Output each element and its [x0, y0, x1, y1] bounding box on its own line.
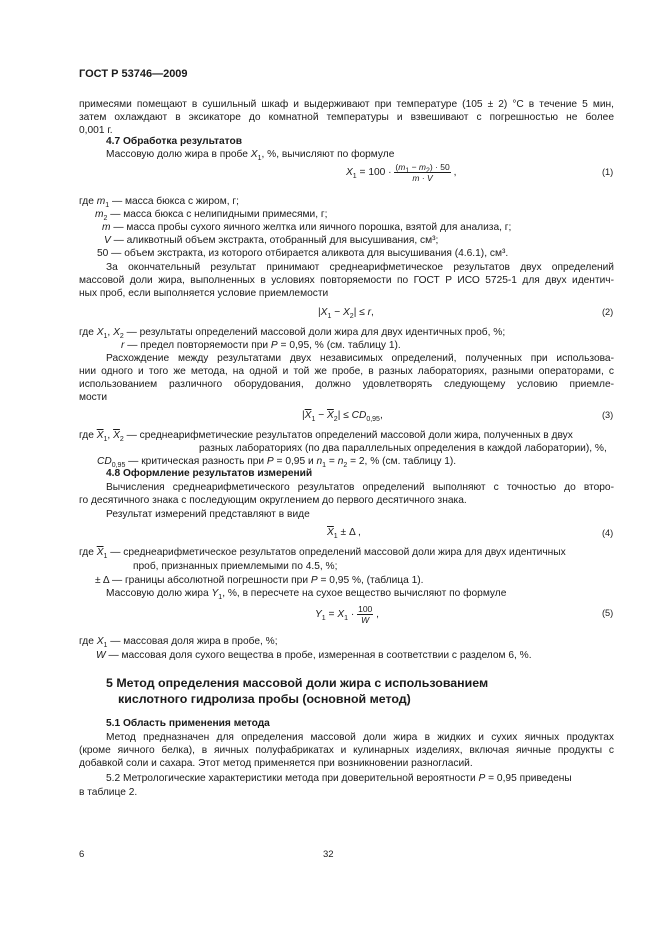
paragraph: добавкой соли и сахара. Этот метод применяется при возникновении разногласий.: [79, 758, 473, 769]
paragraph: го десятичного знака с последующим округлением до первого десятичного знака.: [79, 495, 467, 506]
formula-1: $X_1 = 100$ · $\frac{(m_1 - m_2) \cdot 50}{m \cdot V}$ ,: [346, 162, 457, 183]
where-line: 50 — объем экстракта, из которого отбирается аликвота для высушивания (4.6.1), см³.: [97, 248, 509, 259]
section-4-7-title: 4.7 Обработка результатов: [106, 136, 243, 147]
formula-2: $|X_1 - X_2| \le r$,: [318, 307, 374, 321]
where-line: V — аликвотный объем экстракта, отобранный для высушивания, см³;: [104, 235, 439, 246]
formula-number: (4): [602, 528, 614, 538]
paragraph: использованием различного оборудования, должно удовлетворять следующему условию приемле-: [79, 379, 614, 390]
intro-line: примесями помещают в сушильный шкаф и выдерживают при температуре (105 ± 2) °С в течение 5 мин,: [79, 99, 614, 110]
formula-number: (3): [602, 410, 614, 420]
page-number-center: 32: [323, 849, 334, 860]
paragraph: За окончательный результат принимают среднеарифметическое результатов двух определений: [106, 262, 614, 273]
paragraph: нии одного и того же метода, на одной и той же пробе, в разных лабораториях, разными операторами, с: [79, 366, 614, 377]
where-line: где $\overline{X}_1$ — среднеарифметическое результатов определений массовой доли жира для двух идентичных: [79, 547, 566, 561]
paragraph: Вычисления среднеарифметического результатов определений выполняют с точностью до второ-: [106, 482, 614, 493]
section-4-8-title: 4.8 Оформление результатов измерений: [106, 468, 313, 479]
paragraph: Расхождение между результатами двух независимых определений, полученных при использова-: [106, 353, 614, 364]
formula-3: $|\overline{X}_1 - \overline{X}_2| \le CD_{0,95}$,: [302, 410, 383, 424]
where-line: где $\overline{X}_1$, $\overline{X}_2$ — среднеарифметические результатов определений массовой доли жира, полученных в двух: [79, 430, 573, 444]
where-line: m — масса пробы сухого яичного желтка или яичного порошка, взятой для анализа, г;: [102, 222, 512, 233]
formula-4: $\overline{X}_1 \pm \Delta$ ,: [327, 527, 361, 541]
formula-number: (2): [602, 307, 614, 317]
paragraph: мости: [79, 392, 108, 403]
section-5-1-title: 5.1 Область применения метода: [106, 718, 270, 729]
formula-5: $Y_1 = X_1$ · $\frac{100}{W}$ ,: [315, 604, 379, 625]
where-line: $m_2$ — масса бюкса с нелипидными примесями, г;: [95, 209, 328, 223]
where-line: ± Δ — границы абсолютной погрешности при P = 0,95 %, (таблица 1).: [95, 575, 424, 586]
paragraph: Метод предназначен для определения массовой доли жира в жидких и сухих яичных продуктах: [106, 732, 614, 743]
where-line: $CD_{0,95}$ — критическая разность при P = 0,95 и $n_1 = n_2 = 2$, % (см. таблицу 1).: [97, 456, 457, 470]
intro-line: 0,001 г.: [79, 125, 113, 136]
formula-number: (1): [602, 167, 614, 177]
where-line: разных лабораториях (по два параллельных определения в каждой лаборатории), %,: [199, 443, 607, 454]
where-line: r — предел повторяемости при P = 0,95, % (см. таблицу 1).: [121, 340, 401, 351]
paragraph: (кроме яичного белка), в яичных полуфабрикатах и кулинарных изделиях, включая яичные продукты с: [79, 745, 614, 756]
formula-number: (5): [602, 608, 614, 618]
paragraph: массовой доли жира, выполненных в условиях повторяемости по ГОСТ Р ИСО 5725-1 для двух идентич-: [79, 275, 614, 286]
where-line: где $X_1$, $X_2$ — результаты определений массовой доли жира для двух идентичных проб, %;: [79, 327, 506, 341]
where-line: W — массовая доля сухого вещества в пробе, измеренная в соответствии с разделом 6, %.: [96, 650, 532, 661]
paragraph: Результат измерений представляют в виде: [106, 509, 310, 520]
document-header: ГОСТ Р 53746—2009: [79, 68, 188, 80]
paragraph: в таблице 2.: [79, 787, 138, 798]
section-5-title: 5 Метод определения массовой доли жира с использованием: [106, 676, 489, 690]
intro-line: затем охлаждают в эксикаторе до комнатной температуры и взвешивают с погрешностью не более: [79, 112, 614, 123]
paragraph: 5.2 Метрологические характеристики метода при доверительной вероятности P = 0,95 приведены: [106, 773, 572, 784]
paragraph: ных проб, если выполняется условие приемлемости: [79, 288, 329, 299]
where-line: где $m_1$ — масса бюкса с жиром, г;: [79, 196, 239, 210]
section-5-title: кислотного гидролиза пробы (основной метод): [118, 692, 411, 706]
paragraph: Массовую долю жира $Y_1$, %, в пересчете на сухое вещество вычисляют по формуле: [106, 588, 507, 602]
page-number-left: 6: [79, 849, 85, 860]
where-line: проб, признанных приемлемыми по 4.5, %;: [133, 561, 338, 572]
where-line: где $X_1$ — массовая доля жира в пробе, %;: [79, 636, 278, 650]
paragraph: Массовую долю жира в пробе $X_1$, %, вычисляют по формуле: [106, 149, 395, 163]
